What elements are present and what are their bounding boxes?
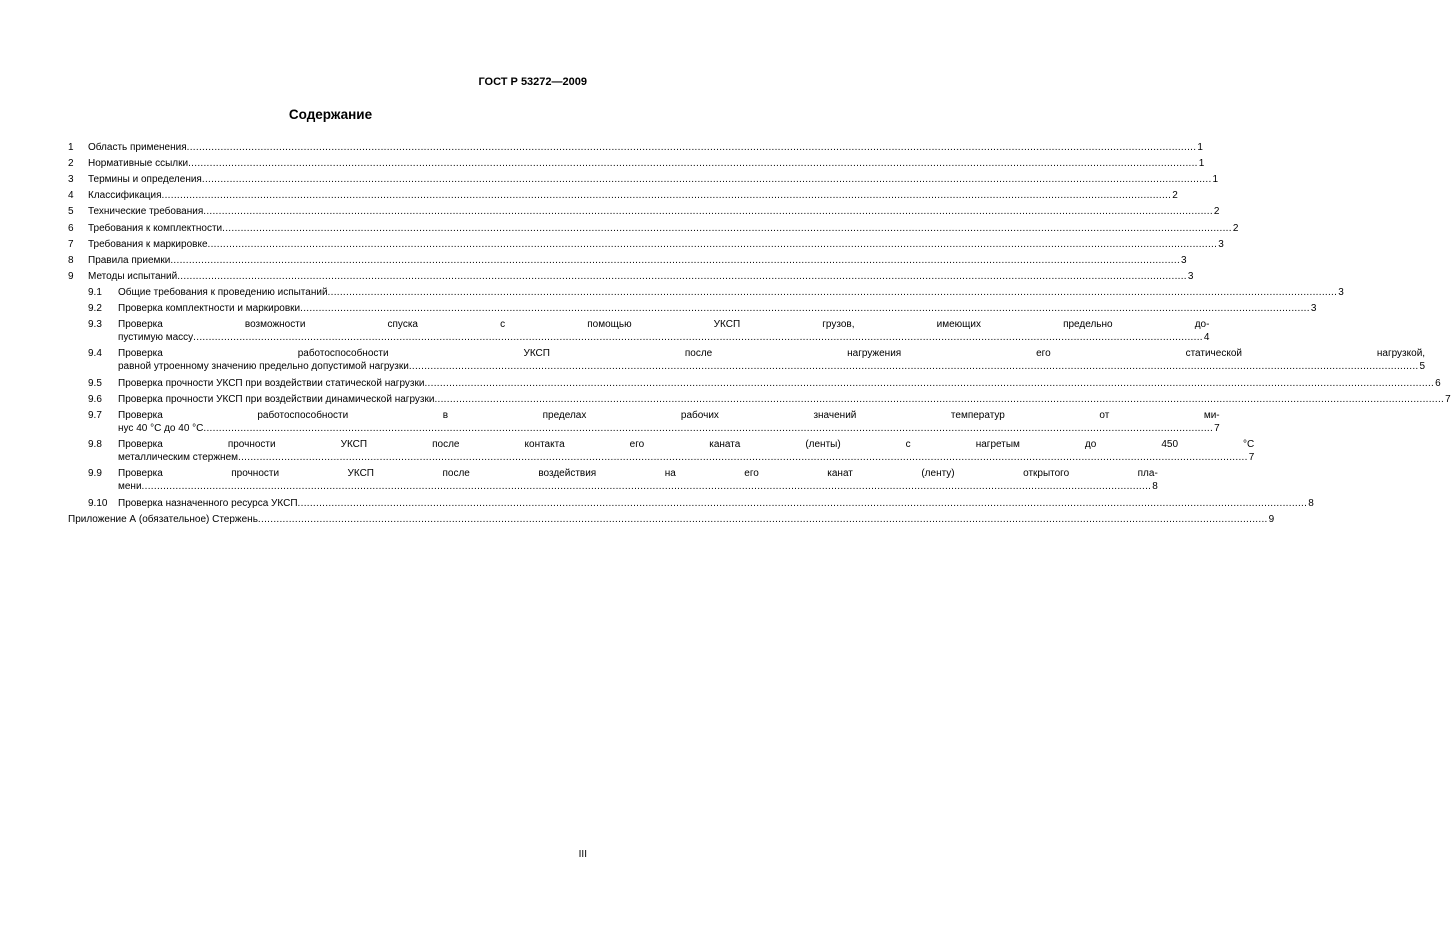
- toc-subentry: [68, 347, 1426, 373]
- toc-title: пустимую массу: [118, 332, 194, 344]
- toc-title: Технические требования: [88, 206, 204, 218]
- toc-page: 3: [1218, 238, 1224, 250]
- toc-number: 9.10: [88, 498, 108, 510]
- toc-entry: [68, 235, 1224, 251]
- toc-entry: [68, 154, 1205, 170]
- toc-title-line: Проверка работоспособности в пределах рабочих значений температур от ми-: [118, 410, 1220, 422]
- toc-page: 5: [1419, 361, 1426, 373]
- toc-leader: [203, 206, 1213, 218]
- toc-subentry: [68, 409, 1220, 435]
- toc-number: 1: [68, 142, 74, 154]
- toc-page: 3: [1181, 254, 1187, 266]
- toc-leader: [409, 360, 1419, 373]
- toc-title: металлическим стержнем: [118, 452, 239, 464]
- toc-leader: [298, 498, 1308, 510]
- toc-entry: [68, 267, 1194, 283]
- toc-leader: [434, 394, 1444, 406]
- toc-page: 6: [1435, 378, 1441, 390]
- toc-number: 9.5: [88, 378, 102, 390]
- toc-page: 3: [1310, 303, 1317, 315]
- toc-title: Приложение А (обязательное) Стержень: [68, 514, 258, 526]
- toc-title: нус 40 °С до 40 °С: [118, 423, 204, 435]
- toc-entry: [68, 138, 1203, 154]
- toc-leader: [203, 422, 1213, 435]
- toc-number: 6: [68, 222, 74, 234]
- toc-subentry: [68, 374, 1441, 390]
- toc-leader: [328, 287, 1338, 299]
- toc-subentry: [68, 494, 1314, 510]
- toc-title-line: Проверка работоспособности УКСП после нагружения его статической нагрузкой,: [118, 348, 1426, 360]
- toc-number: 7: [68, 238, 74, 250]
- toc-page: 4: [1203, 332, 1210, 344]
- toc-number: 9.7: [88, 410, 102, 422]
- toc-page: 1: [1198, 158, 1205, 170]
- toc-page: 7: [1445, 394, 1451, 406]
- page-title: Содержание: [288, 107, 373, 122]
- toc-entry: [68, 218, 1239, 234]
- toc-page: 3: [1338, 286, 1344, 298]
- toc-number: 5: [68, 206, 74, 218]
- toc-title: Нормативные ссылки: [88, 158, 189, 170]
- toc-number: 9.2: [88, 303, 102, 315]
- toc-number: 9.8: [88, 439, 102, 451]
- toc-title: мени: [118, 481, 142, 493]
- toc-page: 9: [1268, 514, 1275, 526]
- document-code: ГОСТ Р 53272—2009: [478, 76, 587, 88]
- toc-title-line: Проверка прочности УКСП после контакта его каната (ленты) с нагретым до 450 °С: [118, 439, 1255, 451]
- toc-leader: [424, 378, 1434, 390]
- toc-title: Требования к маркировке: [88, 238, 208, 250]
- toc-page: 8: [1308, 498, 1314, 510]
- toc-title: Классификация: [88, 190, 162, 202]
- toc-page: 2: [1172, 190, 1178, 202]
- toc-page: 2: [1213, 206, 1220, 218]
- toc-title: Проверка прочности УКСП при воздействии статической нагрузки: [118, 378, 425, 390]
- toc-leader: [202, 174, 1212, 186]
- toc-page: 7: [1214, 423, 1220, 435]
- toc-page: 7: [1248, 452, 1255, 464]
- toc-title-line: Проверка прочности УКСП после воздействия на его канат (ленту) открытого пла-: [118, 468, 1158, 480]
- toc-subentry: [68, 299, 1317, 315]
- table-of-contents: [68, 138, 1451, 526]
- toc-leader: [300, 303, 1310, 315]
- toc-leader: [208, 239, 1218, 251]
- toc-title: Проверка назначенного ресурса УКСП: [118, 498, 298, 510]
- toc-subentry: [68, 390, 1451, 406]
- toc-subentry: [68, 283, 1344, 299]
- toc-leader: [142, 480, 1152, 493]
- toc-page: 2: [1232, 222, 1239, 234]
- toc-title: Правила приемки: [88, 254, 171, 266]
- toc-number: 9: [68, 270, 74, 282]
- toc-number: 9.6: [88, 394, 102, 406]
- page-number: III: [578, 849, 587, 860]
- toc-number: 3: [68, 174, 74, 186]
- toc-title: Требования к комплектности: [88, 222, 223, 234]
- toc-title: Термины и определения: [88, 174, 202, 186]
- toc-number: 2: [68, 158, 74, 170]
- toc-number: 9.1: [88, 286, 102, 298]
- toc-page: 1: [1197, 142, 1203, 154]
- toc-entry: [68, 251, 1187, 267]
- toc-leader: [177, 271, 1187, 283]
- toc-subentry: [68, 467, 1158, 493]
- toc-entry: [68, 170, 1219, 186]
- toc-leader: [170, 255, 1180, 267]
- toc-subentry: [68, 318, 1210, 344]
- toc-subentry: [68, 438, 1255, 464]
- toc-page: 1: [1212, 174, 1219, 186]
- toc-page: 8: [1152, 481, 1158, 493]
- toc-entry: [68, 202, 1220, 218]
- toc-number: 4: [68, 190, 74, 202]
- toc-title: Проверка комплектности и маркировки: [118, 303, 301, 315]
- toc-entry: [68, 186, 1178, 202]
- toc-leader: [238, 451, 1248, 464]
- toc-title: Область применения: [88, 142, 187, 154]
- toc-number: 9.4: [88, 348, 102, 360]
- toc-leader: [222, 223, 1232, 235]
- toc-number: 9.9: [88, 468, 102, 480]
- toc-leader: [258, 514, 1268, 526]
- toc-title: Проверка прочности УКСП при воздействии динамической нагрузки: [118, 394, 435, 406]
- toc-number: 9.3: [88, 319, 102, 331]
- toc-leader: [187, 142, 1197, 154]
- toc-title: Общие требования к проведению испытаний: [118, 286, 328, 298]
- toc-title: равной утроенному значению предельно допустимой нагрузки: [118, 361, 409, 373]
- toc-leader: [162, 190, 1172, 202]
- toc-leader: [188, 158, 1198, 170]
- toc-page: 3: [1187, 270, 1194, 282]
- toc-appendix-entry: [68, 510, 1275, 526]
- toc-title-line: Проверка возможности спуска с помощью УКСП грузов, имеющих предельно до-: [118, 319, 1210, 331]
- toc-number: 8: [68, 254, 74, 266]
- toc-leader: [193, 331, 1203, 344]
- toc-title: Методы испытаний: [88, 270, 178, 282]
